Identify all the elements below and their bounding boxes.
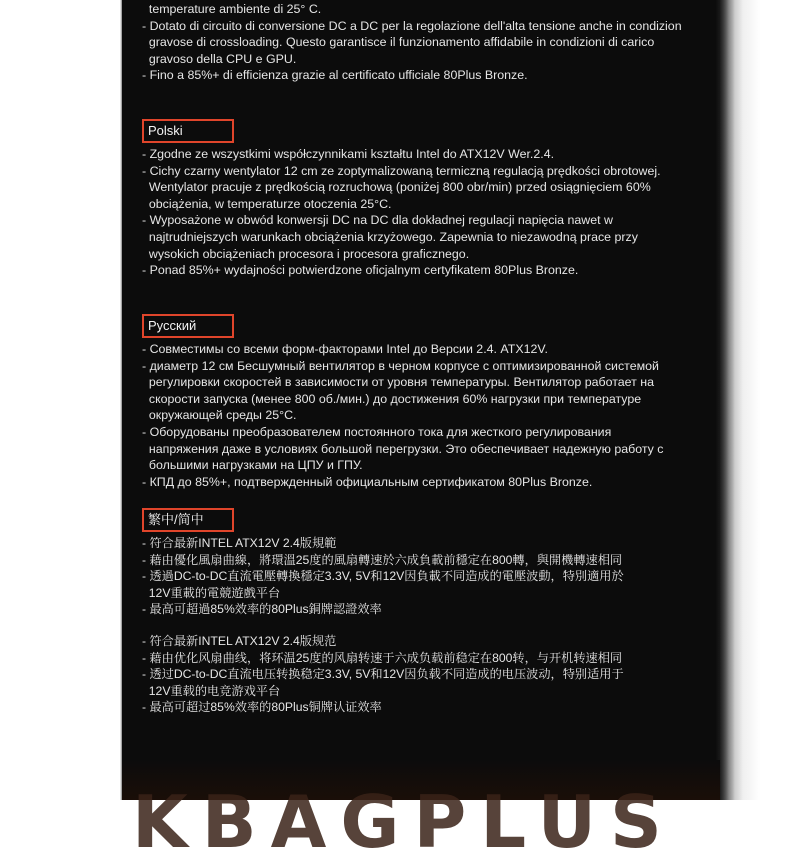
spec-line: - Zgodne ze wszystkimi współczynnikami kształtu Intel do ATX12V Wer.2.4. (142, 147, 555, 161)
spec-line: регулировки скоростей в зависимости от уровня температуры. Вентилятор работает на (142, 375, 654, 390)
spec-line: - 藉由優化風扇曲線，將環溫25度的風扇轉速於六成負載前穩定在800轉，與開機轉速相同 (142, 552, 623, 567)
russian-items (142, 341, 712, 490)
spec-line: большими нагрузками на ЦПУ и ГПУ. (142, 458, 363, 473)
spec-line: напряжения даже в условиях большой перегрузки. Это обеспечивает надежную работу с (142, 441, 664, 456)
spec-line: - 符合最新INTEL ATX12V 2.4版規範 (142, 536, 337, 550)
spec-line: najtrudniejszych warunkach obciążenia krzyżowego. Zapewnia to niezawodną prace przy (142, 229, 638, 244)
spec-line: obciążenia, w temperaturze otoczenia 25°C. (142, 196, 392, 211)
spec-line: 12V重载的电竞游戏平台 (142, 683, 281, 698)
spec-line: - Совместимы со всеми форм-факторами Intel до Версии 2.4. ATX12V. (142, 342, 548, 356)
spec-line: - Ponad 85%+ wydajności potwierdzone oficjalnym certyfikatem 80Plus Bronze. (142, 263, 579, 278)
spec-line: скорости запуска (менее 800 об./мин.) до достижения 60% нагрузки при температуре (142, 391, 642, 406)
simplified-chinese-items (142, 633, 712, 716)
spec-line: - 藉由优化风扇曲线，将环温25度的风扇转速于六成负载前稳定在800转，与开机转速相同 (142, 650, 623, 665)
spec-line: - 透過DC-to-DC直流電壓轉換穩定3.3V, 5V和12V因負載不同造成的電壓波動，特別適用於 (142, 569, 624, 584)
spec-line: - 最高可超过85%效率的80Plus铜牌认证效率 (142, 700, 382, 715)
italian-tail-section (142, 0, 712, 84)
traditional-chinese-items (142, 535, 712, 618)
section-gap (142, 618, 712, 630)
spec-line: - 透过DC-to-DC直流电压转换稳定3.3V, 5V和12V因负载不同造成的电压波动，特别适用于 (142, 667, 624, 682)
chinese-section (142, 508, 712, 716)
brand-logo-strip (122, 760, 720, 864)
spec-line: gravoso della CPU e GPU. (142, 51, 297, 66)
spec-line: - Wyposażone w obwód konwersji DC na DC dla dokładnej regulacji napięcia nawet w (142, 213, 613, 228)
russian-section (142, 314, 712, 490)
italian-items (142, 1, 712, 84)
spec-line: - Fino a 85%+ di efficienza grazie al certificato ufficiale 80Plus Bronze. (142, 68, 528, 83)
spec-line: Wentylator pracuje z prędkością rozruchową (poniżej 800 obr/min) przed osiągnięciem 60% (142, 180, 651, 195)
spec-line: - 符合最新INTEL ATX12V 2.4版规范 (142, 633, 337, 648)
chinese-heading: 繁中/简中 (142, 508, 234, 532)
spec-line: - КПД до 85%+, подтвержденный официальным сертификатом 80Plus Bronze. (142, 474, 593, 489)
spec-line: - Оборудованы преобразователем постоянного тока для жесткого регулирования (142, 424, 612, 439)
brand-logo-fragment: KBAGPLUS (132, 780, 676, 864)
polski-items (142, 146, 712, 279)
spec-line: wysokich obciążeniach procesora i procesora graficznego. (142, 246, 470, 261)
russian-heading: Русский (142, 314, 234, 338)
spec-line: gravose di crossloading. Questo garantisce il funzionamento affidabile in condizioni di carico (142, 35, 655, 50)
box-edge-shadow (715, 0, 743, 800)
spec-line: temperature ambiente di 25° C. (142, 2, 322, 16)
spec-line: 12V重載的電競遊戲平台 (142, 585, 281, 600)
spec-line: окружающей среды 25°С. (142, 408, 297, 423)
polski-section (142, 119, 712, 279)
spec-line: - Dotato di circuito di conversione DC a DC per la regolazione dell'alta tensione anche in condizion (142, 18, 682, 33)
spec-line: - 最高可超過85%效率的80Plus銅牌認證效率 (142, 602, 382, 617)
spec-line: - Cichy czarny wentylator 12 cm ze zoptymalizowaną termiczną regulacją prędkości obrotowej. (142, 163, 661, 178)
polski-heading: Polski (142, 119, 234, 143)
spec-line: - диаметр 12 см Бесшумный вентилятор в черном корпусе с оптимизированной системой (142, 358, 659, 373)
